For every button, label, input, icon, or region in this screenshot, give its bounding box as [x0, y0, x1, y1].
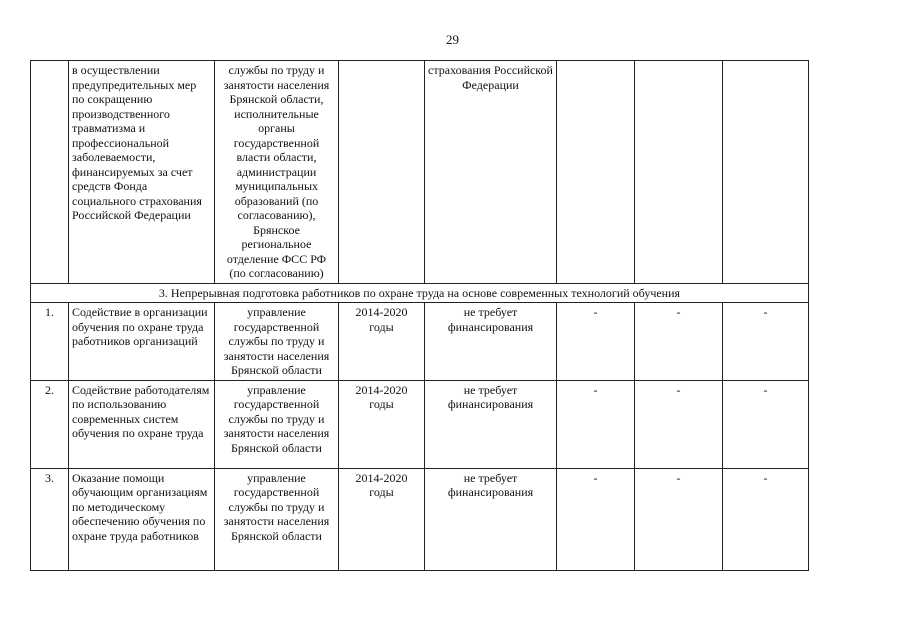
activity-name: в осуществлении предупредительных мер по сокращению производственного травматизма и профессиональной заболеваемости, финансируемых за счет средств Фонда социального страхования Российской Федерации [69, 61, 215, 284]
term: 2014-2020 годы [339, 303, 425, 381]
funding-source: не требует финансирования [425, 468, 557, 570]
page-number: 29 [446, 32, 459, 47]
term: 2014-2020 годы [339, 468, 425, 570]
term: 2014-2020 годы [339, 380, 425, 468]
row-number: 2. [31, 380, 69, 468]
funding-source: не требует финансирования [425, 380, 557, 468]
row-number: 1. [31, 303, 69, 381]
responsible-executor: управление государственной службы по труду и занятости населения Брянской области [215, 303, 339, 381]
value-cell [557, 61, 635, 284]
program-table [30, 60, 809, 571]
value-cell: - [723, 468, 809, 570]
value-cell: - [557, 303, 635, 381]
section-title: 3. Непрерывная подготовка работников по охране труда на основе современных технологий обучения [31, 283, 809, 303]
row-number: 3. [31, 468, 69, 570]
row-number [31, 61, 69, 284]
table-row [31, 468, 809, 570]
activity-name: Содействие работодателям по использованию современных систем обучения по охране труда [69, 380, 215, 468]
activity-name: Оказание помощи обучающим организациям по методическому обеспечению обучения по охране труда работников [69, 468, 215, 570]
value-cell: - [635, 380, 723, 468]
table-row [31, 61, 809, 284]
responsible-executor: управление государственной службы по труду и занятости населения Брянской области [215, 380, 339, 468]
value-cell: - [635, 303, 723, 381]
value-cell [635, 61, 723, 284]
section-row [31, 283, 809, 303]
value-cell: - [635, 468, 723, 570]
value-cell: - [557, 380, 635, 468]
value-cell: - [723, 303, 809, 381]
responsible-executor: управление государственной службы по труду и занятости населения Брянской области [215, 468, 339, 570]
responsible-executor: службы по труду и занятости населения Брянской области, исполнительные органы государственной власти области, администрации муниципальных образований (по согласованию), Брянское региональное отделение ФСС РФ (по согласованию) [215, 61, 339, 284]
table-row [31, 303, 809, 381]
value-cell [723, 61, 809, 284]
funding-source: не требует финансирования [425, 303, 557, 381]
funding-source: страхования Российской Федерации [425, 61, 557, 284]
table-row [31, 380, 809, 468]
value-cell: - [723, 380, 809, 468]
term [339, 61, 425, 284]
value-cell: - [557, 468, 635, 570]
activity-name: Содействие в организации обучения по охране труда работников организаций [69, 303, 215, 381]
